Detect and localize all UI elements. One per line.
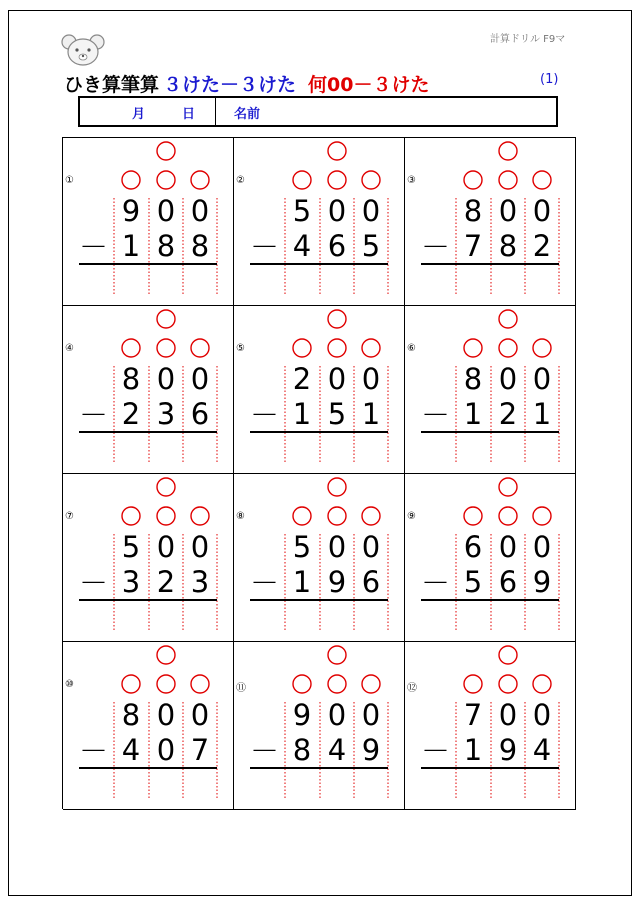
minuend-digit: 0 [190,362,210,396]
borrow-circle[interactable] [122,507,140,525]
borrow-circle[interactable] [464,507,482,525]
minuend-digit: 8 [121,698,141,732]
subtrahend-digit: 4 [292,229,312,263]
problem-cell [63,642,234,810]
problem-number: ⑦ [65,511,74,522]
borrow-circle[interactable] [362,339,380,357]
minus-sign: － [421,398,451,432]
title-part-2: ３けた－３けた [163,74,297,96]
page-title [64,70,429,97]
subtrahend-digit: 2 [532,229,552,263]
subtrahend-digit: 6 [498,565,518,599]
minuend-digit: 0 [156,698,176,732]
day-label: 日 [182,107,196,122]
borrow-circle-top[interactable] [328,310,346,328]
borrow-circle-top[interactable] [157,646,175,664]
problem-cell [234,642,405,810]
minuend-digit: 0 [498,698,518,732]
minus-sign: － [421,230,451,264]
problem-number: ⑫ [407,683,417,694]
sheet-number: (1) [540,72,559,87]
minuend-digit: 0 [156,530,176,564]
month-label: 月 [132,107,146,122]
minuend-digit: 0 [190,698,210,732]
name-label: 名前 [234,107,261,122]
borrow-circle[interactable] [362,171,380,189]
borrow-circle[interactable] [362,675,380,693]
minus-sign: － [79,734,109,768]
minuend-digit: 5 [292,194,312,228]
minuend-digit: 0 [498,194,518,228]
problem-number: ⑧ [236,511,245,522]
borrow-circle-top[interactable] [328,142,346,160]
problem-number: ① [65,175,74,186]
borrow-circle[interactable] [293,171,311,189]
minus-sign: － [250,230,280,264]
minus-sign: － [421,566,451,600]
minuend-digit: 0 [327,362,347,396]
minuend-digit: 5 [121,530,141,564]
subtrahend-digit: 1 [121,229,141,263]
subtrahend-digit: 3 [190,565,210,599]
minus-sign: － [250,398,280,432]
subtrahend-digit: 5 [361,229,381,263]
minus-sign: － [79,230,109,264]
borrow-circle[interactable] [293,675,311,693]
subtrahend-digit: 8 [156,229,176,263]
borrow-circle[interactable] [157,507,175,525]
minuend-digit: 0 [532,194,552,228]
subtrahend-digit: 8 [498,229,518,263]
subtrahend-digit: 9 [532,565,552,599]
subtrahend-digit: 6 [190,397,210,431]
problem-grid [62,137,576,809]
minus-sign: － [79,398,109,432]
problem-cell [63,306,234,474]
borrow-circle[interactable] [328,339,346,357]
borrow-circle[interactable] [293,507,311,525]
borrow-circle[interactable] [464,171,482,189]
subtrahend-digit: 3 [156,397,176,431]
borrow-circle[interactable] [464,339,482,357]
borrow-circle[interactable] [499,507,517,525]
problem-cell [63,138,234,306]
subtrahend-digit: 4 [532,733,552,767]
subtrahend-digit: 1 [292,565,312,599]
problem-cell [63,474,234,642]
problem-number: ⑥ [407,343,416,354]
borrow-circle[interactable] [362,507,380,525]
borrow-circle-top[interactable] [499,310,517,328]
borrow-circle[interactable] [293,339,311,357]
minus-sign: － [79,566,109,600]
subtrahend-digit: 2 [156,565,176,599]
minuend-digit: 2 [292,362,312,396]
minuend-digit: 0 [190,194,210,228]
borrow-circle[interactable] [122,675,140,693]
subtrahend-digit: 5 [327,397,347,431]
borrow-circle[interactable] [499,675,517,693]
borrow-circle[interactable] [157,171,175,189]
problem-cell [405,138,576,306]
problem-number: ② [236,175,245,186]
minuend-digit: 0 [156,362,176,396]
minus-sign: － [250,566,280,600]
minuend-digit: 0 [327,530,347,564]
subtrahend-digit: 7 [190,733,210,767]
problem-number: ⑩ [65,679,74,690]
minuend-digit: 0 [361,530,381,564]
subtrahend-digit: 9 [361,733,381,767]
minuend-digit: 0 [156,194,176,228]
title-part-1: ひき算筆算 [64,74,160,96]
subtrahend-digit: 3 [121,565,141,599]
minuend-digit: 0 [361,362,381,396]
minuend-digit: 0 [498,530,518,564]
borrow-circle[interactable] [157,339,175,357]
name-date-bar [78,96,558,127]
borrow-circle[interactable] [464,675,482,693]
borrow-circle-top[interactable] [328,646,346,664]
minuend-digit: 0 [361,194,381,228]
borrow-circle[interactable] [122,339,140,357]
problem-cell [234,138,405,306]
problem-number: ④ [65,343,74,354]
problem-cell [405,306,576,474]
problem-cell [234,306,405,474]
borrow-circle[interactable] [328,507,346,525]
subtrahend-digit: 9 [498,733,518,767]
problem-number: ⑪ [236,683,246,694]
subtrahend-digit: 1 [463,733,483,767]
minuend-digit: 0 [327,194,347,228]
minuend-digit: 0 [498,362,518,396]
problem-number: ③ [407,175,416,186]
borrow-circle-top[interactable] [499,142,517,160]
subtrahend-digit: 4 [121,733,141,767]
borrow-circle-top[interactable] [499,646,517,664]
minuend-digit: 0 [190,530,210,564]
minuend-digit: 0 [532,530,552,564]
minus-sign: － [421,734,451,768]
problem-cell [405,474,576,642]
subtrahend-digit: 6 [361,565,381,599]
title-part-3: 何00－３けた [308,74,430,96]
subtrahend-digit: 4 [327,733,347,767]
borrow-circle[interactable] [191,339,209,357]
subtrahend-digit: 1 [361,397,381,431]
minuend-digit: 5 [292,530,312,564]
borrow-circle[interactable] [122,171,140,189]
minuend-digit: 9 [292,698,312,732]
subtrahend-digit: 1 [532,397,552,431]
borrow-circle-top[interactable] [157,478,175,496]
subtrahend-digit: 7 [463,229,483,263]
minuend-digit: 0 [532,698,552,732]
subtrahend-digit: 8 [292,733,312,767]
borrow-circle[interactable] [499,171,517,189]
borrow-circle[interactable] [328,675,346,693]
problem-number: ⑤ [236,343,245,354]
problem-cell [405,642,576,810]
minuend-digit: 0 [327,698,347,732]
borrow-circle[interactable] [191,507,209,525]
minus-sign: － [250,734,280,768]
borrow-circle[interactable] [533,507,551,525]
borrow-circle-top[interactable] [157,142,175,160]
borrow-circle-top[interactable] [499,478,517,496]
minuend-digit: 0 [361,698,381,732]
subtrahend-digit: 5 [463,565,483,599]
subtrahend-digit: 1 [463,397,483,431]
borrow-circle[interactable] [191,171,209,189]
borrow-circle[interactable] [533,339,551,357]
subtrahend-digit: 0 [156,733,176,767]
borrow-circle-top[interactable] [157,310,175,328]
minuend-digit: 8 [463,194,483,228]
borrow-circle-top[interactable] [328,478,346,496]
subtrahend-digit: 8 [190,229,210,263]
minuend-digit: 8 [121,362,141,396]
minuend-digit: 8 [463,362,483,396]
problem-number: ⑨ [407,511,416,522]
minuend-digit: 9 [121,194,141,228]
borrow-circle[interactable] [157,675,175,693]
borrow-circle[interactable] [499,339,517,357]
minuend-digit: 7 [463,698,483,732]
subtrahend-digit: 2 [498,397,518,431]
borrow-circle[interactable] [533,675,551,693]
minuend-digit: 0 [532,362,552,396]
problem-cell [234,474,405,642]
subtrahend-digit: 9 [327,565,347,599]
minuend-digit: 6 [463,530,483,564]
bear-mascot-icon [60,33,106,67]
name-bar-divider [215,98,216,125]
series-label: 計算ドリル F9マ [490,34,566,45]
subtrahend-digit: 1 [292,397,312,431]
borrow-circle[interactable] [328,171,346,189]
borrow-circle[interactable] [191,675,209,693]
borrow-circle[interactable] [533,171,551,189]
subtrahend-digit: 2 [121,397,141,431]
subtrahend-digit: 6 [327,229,347,263]
